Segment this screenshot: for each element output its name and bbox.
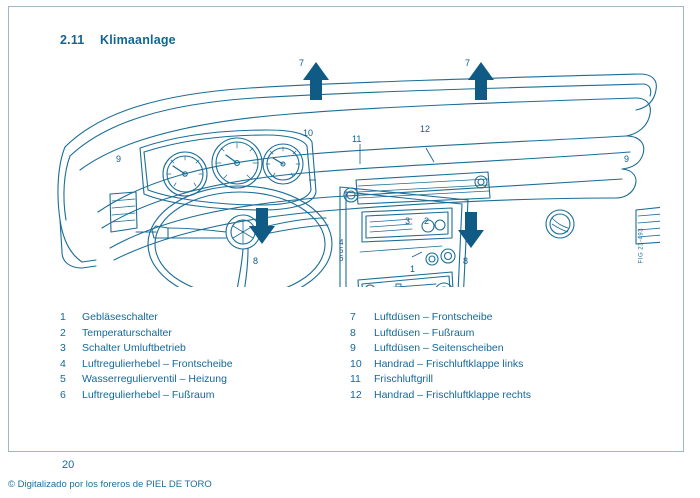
legend-number: 11 xyxy=(350,373,361,385)
legend-item xyxy=(60,388,350,404)
legend-number: 9 xyxy=(350,342,356,354)
legend-number: 5 xyxy=(60,373,66,385)
legend-label: Schalter Umluftbetrieb xyxy=(82,342,186,354)
figure-code: FIG 23-493 xyxy=(638,228,644,264)
legend-label: Frischluftgrill xyxy=(374,373,433,385)
page-number: 20 xyxy=(62,459,75,471)
callout-9-left: 9 xyxy=(116,154,122,164)
legend-number: 8 xyxy=(350,326,356,339)
legend-column-left xyxy=(60,310,350,403)
legend-label: Luftdüsen – Fußraum xyxy=(374,326,475,339)
callout-5: 5 xyxy=(339,246,344,255)
legend-item xyxy=(350,388,640,404)
legend-label: Temperaturschalter xyxy=(82,326,172,339)
legend-label: Luftregulierhebel – Frontscheibe xyxy=(82,357,233,370)
legend xyxy=(60,310,640,403)
callout-3: 3 xyxy=(405,216,411,226)
legend-column-right xyxy=(350,310,640,403)
legend-number: 7 xyxy=(350,311,356,323)
legend-item xyxy=(60,326,350,342)
dashboard-illustration xyxy=(40,52,660,287)
legend-item xyxy=(350,357,640,373)
page-title xyxy=(60,33,176,47)
legend-item xyxy=(350,341,640,357)
legend-item xyxy=(60,357,350,373)
legend-number: 1 xyxy=(60,311,66,323)
legend-item xyxy=(60,372,350,388)
callout-4: 4 xyxy=(339,238,344,247)
legend-item xyxy=(350,310,640,326)
legend-number: 4 xyxy=(60,357,66,370)
legend-label: Wasserregulierventil – Heizung xyxy=(82,373,227,385)
callout-7-left: 7 xyxy=(299,58,305,68)
callout-1: 1 xyxy=(410,264,416,274)
legend-label: Handrad – Frischluftklappe links xyxy=(374,357,524,370)
legend-item xyxy=(350,372,640,388)
legend-label: Luftdüsen – Frontscheibe xyxy=(374,311,493,323)
legend-item xyxy=(60,310,350,326)
legend-number: 2 xyxy=(60,326,66,339)
callout-6: 6 xyxy=(339,254,344,263)
legend-item xyxy=(350,326,640,342)
callout-2: 2 xyxy=(424,216,430,226)
section-number: 2.11 xyxy=(60,33,85,47)
legend-label: Gebläseschalter xyxy=(82,311,158,323)
legend-item xyxy=(60,341,350,357)
legend-number: 3 xyxy=(60,342,66,354)
callout-9-right: 9 xyxy=(624,154,630,164)
legend-label: Luftregulierhebel – Fußraum xyxy=(82,388,215,401)
callout-8-left: 8 xyxy=(253,256,259,266)
legend-number: 12 xyxy=(350,388,362,401)
callout-12: 12 xyxy=(420,124,431,134)
legend-label: Luftdüsen – Seitenscheiben xyxy=(374,342,504,354)
credit-line: © Digitalizado por los foreros de PIEL DE TORO xyxy=(8,479,212,490)
callout-7-right: 7 xyxy=(465,58,471,68)
callout-8-right: 8 xyxy=(463,256,469,266)
legend-label: Handrad – Frischluftklappe rechts xyxy=(374,388,531,401)
legend-number: 6 xyxy=(60,388,66,401)
section-title: Klimaanlage xyxy=(100,33,176,47)
callout-10: 10 xyxy=(303,128,314,138)
callout-11: 11 xyxy=(352,134,362,144)
legend-number: 10 xyxy=(350,357,362,370)
